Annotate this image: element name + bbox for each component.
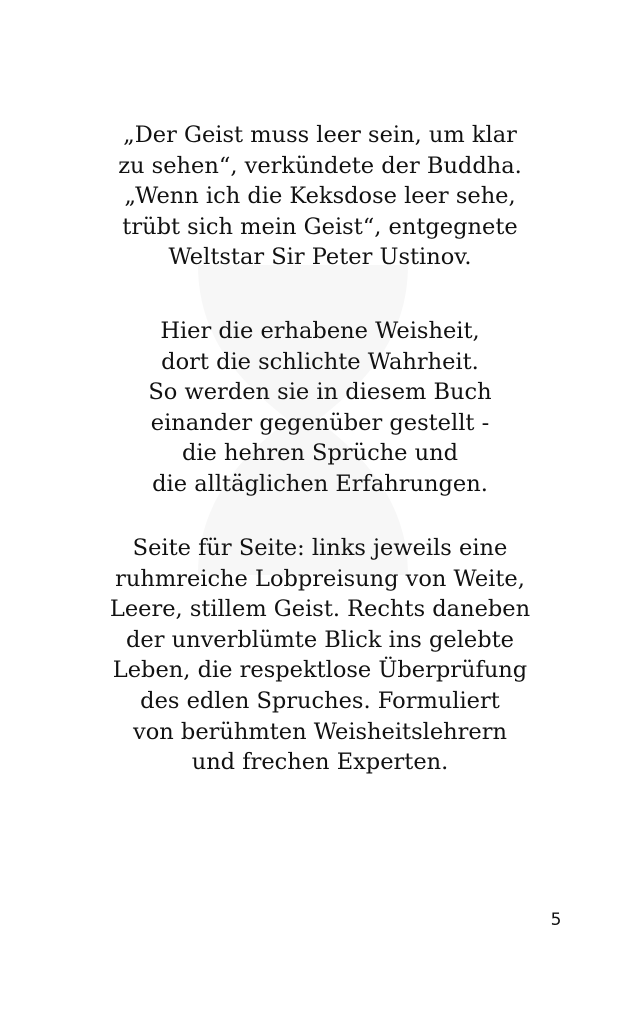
text-line: trübt sich mein Geist“, entgegnete: [122, 213, 518, 240]
text-line: von berühmten Weisheitslehrern: [133, 718, 507, 745]
paragraph-buddha-ustinov-quote: [80, 120, 560, 273]
text-line: die alltäglichen Erfahrungen.: [152, 470, 488, 497]
text-line: die hehren Sprüche und: [181, 440, 459, 467]
text-line: „Der Geist muss leer sein, um klar: [123, 122, 517, 148]
text-line: Weltstar Sir Peter Ustinov.: [168, 244, 472, 271]
text-line: Leere, stillem Geist. Rechts daneben: [109, 596, 531, 623]
text-line: der unverblümte Blick ins gelebte: [125, 626, 514, 653]
text-line: Leben, die respektlose Überprüfung: [112, 657, 528, 684]
text-line: zu sehen“, verkündete der Buddha.: [118, 152, 522, 179]
text-line: ruhmreiche Lobpreisung von Weite,: [115, 565, 525, 592]
text-line: einander gegenüber gestellt -: [150, 409, 490, 436]
text-line: des edlen Spruches. Formuliert: [140, 687, 500, 714]
text-line: Hier die erhabene Weisheit,: [160, 318, 480, 344]
text-line: So werden sie in diesem Buch: [148, 379, 492, 406]
text-line: Seite für Seite: links jeweils eine: [132, 535, 508, 561]
paragraph-page-by-page: [80, 533, 560, 778]
paragraph-wisdom-truth: [80, 316, 560, 500]
page-number: 5: [550, 910, 562, 930]
text-line: „Wenn ich die Keksdose leer sehe,: [124, 183, 516, 210]
text-line: dort die schlichte Wahrheit.: [161, 348, 479, 375]
text-line: und frechen Experten.: [191, 749, 449, 776]
